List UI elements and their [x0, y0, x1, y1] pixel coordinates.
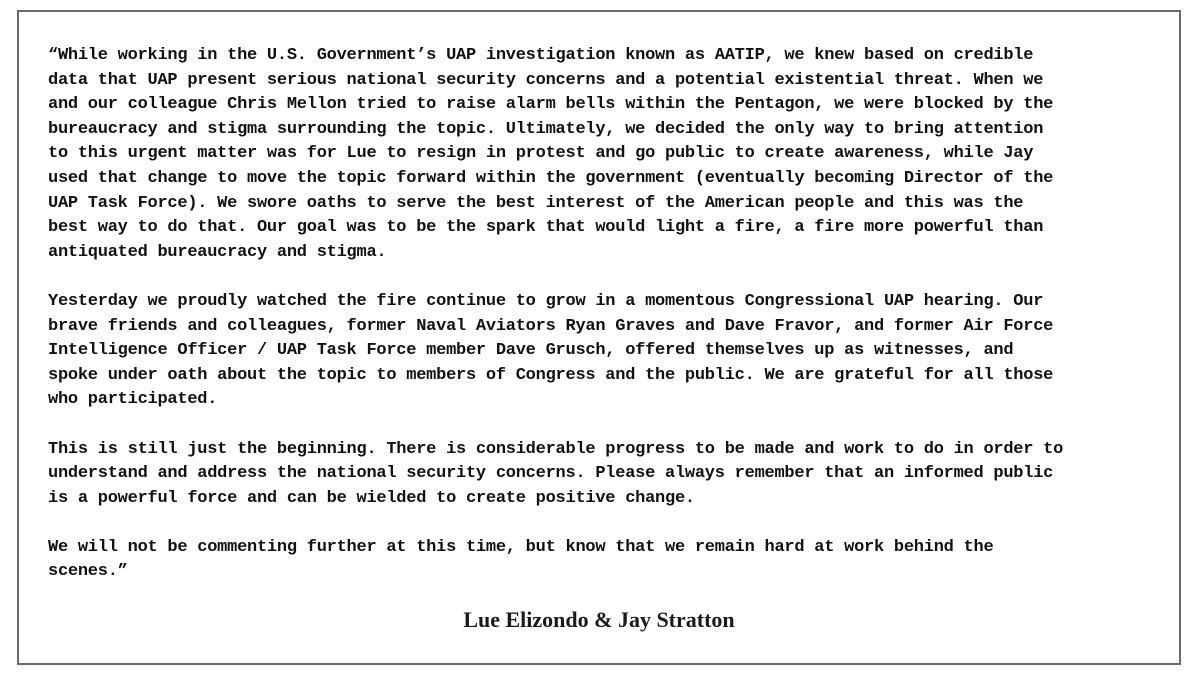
statement-paragraph-1: “While working in the U.S. Government’s UAP investigation known as AATIP, we knew based on credible data that UAP present serious national security concerns and a potential existential threat. When we and our colleague Chris Mellon tried to raise alarm bells within the Pentagon, we were blocked by the bureaucracy and stigma surrounding the topic. Ultimately, we decided the only way to bring attention to this urgent matter was for Lue to resign in protest and go public to create awareness, while Jay used that change to move the topic forward within the government (eventually becoming Director of the UAP Task Force). We swore oaths to serve the best interest of the American people and this was the best way to do that. Our goal was to be the spark that would light a fire, a fire more powerful than antiquated bureaucracy and stigma. [48, 46, 1054, 262]
signature: Lue Elizondo & Jay Stratton [463, 607, 735, 632]
statement-paragraph-2: Yesterday we proudly watched the fire continue to grow in a momentous Congressional UAP hearing. Our brave friends and colleagues, former Naval Aviators Ryan Graves and Dave Fravor, and former Air Force Intelligence Officer / UAP Task Force member Dave Grusch, offered themselves up as witnesses, and spoke under oath about the topic to members of Congress and the public. We are grateful for all those who participated. [48, 291, 1054, 410]
statement-paragraph-3: This is still just the beginning. There is considerable progress to be made and work to do in order to understand and address the national security concerns. Please always remember that an informed public is a powerful force and can be wielded to create positive change. [48, 439, 1064, 508]
statement-body [48, 44, 1158, 585]
statement-frame [17, 10, 1181, 665]
statement-paragraph-4: We will not be commenting further at this time, but know that we remain hard at work behind the scenes.” [48, 537, 994, 582]
